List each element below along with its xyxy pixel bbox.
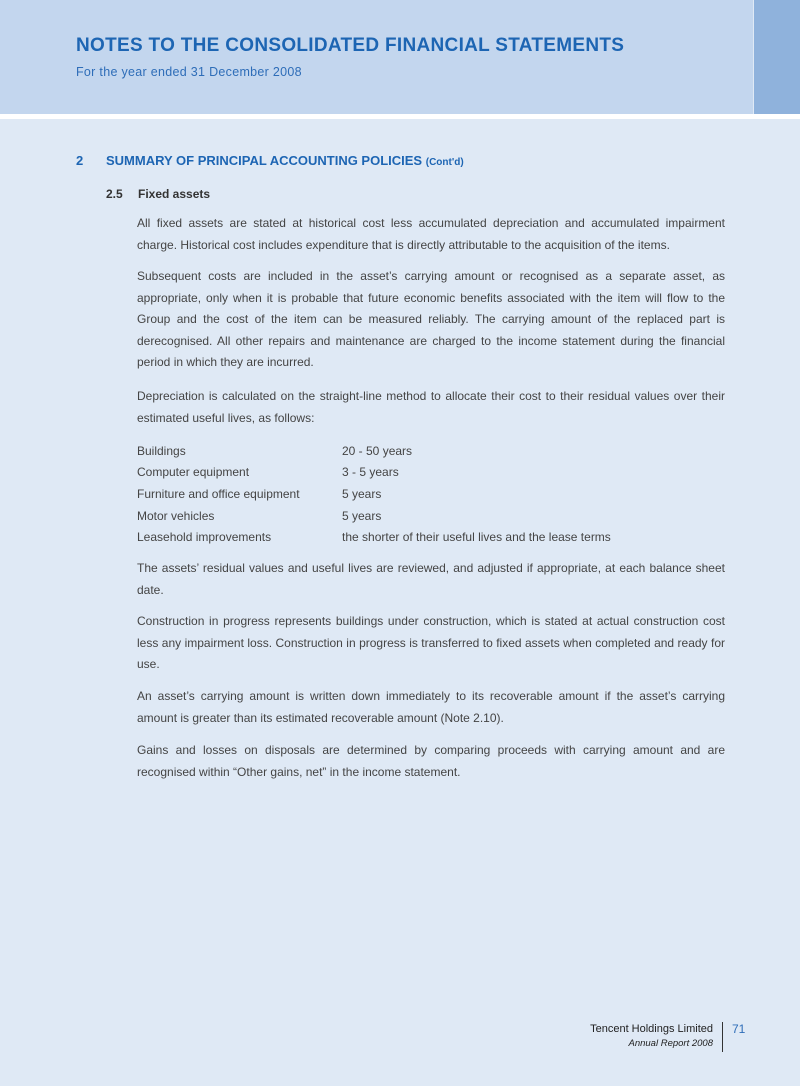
section-heading <box>76 153 464 168</box>
table-row <box>137 440 611 462</box>
paragraph-carrying-amount: An asset’s carrying amount is written down immediately to its recoverable amount if the asset’s carrying amount is greater than its estimated recoverable amount (Note 2.10). <box>137 689 725 725</box>
asset-name: Buildings <box>137 443 186 458</box>
subsection-title: Fixed assets <box>138 187 211 201</box>
section-number: 2 <box>76 153 84 168</box>
page-title: NOTES TO THE CONSOLIDATED FINANCIAL STATEMENTS <box>76 35 625 56</box>
asset-name: Furniture and office equipment <box>137 486 300 501</box>
paragraph-residual-values: The assets’ residual values and useful lives are reviewed, and adjusted if appropriate, at each balance sheet date. <box>137 561 725 597</box>
paragraph-gains-losses: Gains and losses on disposals are determined by comparing proceeds with carrying amount and are recognised within “Other gains, net” in the income statement. <box>137 743 725 779</box>
asset-life: 20 - 50 years <box>342 443 413 458</box>
paragraph-historical-cost: All fixed assets are stated at historical cost less accumulated depreciation and accumulated impairment charge. Historical cost includes expenditure that is directly attributable to the acquisition of the items. <box>137 216 725 252</box>
header-divider <box>0 114 800 119</box>
asset-life: 5 years <box>342 508 382 523</box>
paragraph-construction-in-progress: Construction in progress represents buildings under construction, which is stated at actual construction cost less any impairment loss. Construction in progress is transferred to fixed assets when completed and ready for use. <box>137 614 725 671</box>
table-row <box>137 483 611 505</box>
table-row <box>137 462 611 484</box>
page-number: 71 <box>732 1022 746 1036</box>
footer-company-name: Tencent Holdings Limited <box>590 1023 713 1035</box>
subsection-heading <box>106 187 210 201</box>
asset-name: Leasehold improvements <box>137 530 272 545</box>
asset-life: 5 years <box>342 486 382 501</box>
table-row <box>137 526 611 548</box>
useful-lives-table <box>137 440 611 548</box>
footer-report-name: Annual Report 2008 <box>628 1038 713 1049</box>
section-continued: (Cont'd) <box>425 157 464 168</box>
asset-life: 3 - 5 years <box>342 465 399 480</box>
header-band <box>0 0 753 114</box>
subsection-number: 2.5 <box>106 187 123 201</box>
footer-divider <box>722 1022 723 1052</box>
table-row <box>137 505 611 527</box>
section-title: SUMMARY OF PRINCIPAL ACCOUNTING POLICIES <box>106 153 423 168</box>
page-subtitle: For the year ended 31 December 2008 <box>76 65 302 79</box>
paragraph-depreciation: Depreciation is calculated on the straight-line method to allocate their cost to their residual values over their estimated useful lives, as follows: <box>137 389 725 425</box>
header-tab <box>754 0 800 114</box>
asset-name: Computer equipment <box>137 465 250 480</box>
asset-life: the shorter of their useful lives and the lease terms <box>342 530 611 545</box>
asset-name: Motor vehicles <box>137 508 215 523</box>
paragraph-subsequent-costs: Subsequent costs are included in the asset’s carrying amount or recognised as a separate asset, as appropriate, only when it is probable that future economic benefits associated with the item will flow to the Group and the cost of the item can be measured reliably. The carrying amount of the replaced part is derecognised. All other repairs and maintenance are charged to the income statement during the financial period in which they are incurred. <box>137 269 725 369</box>
